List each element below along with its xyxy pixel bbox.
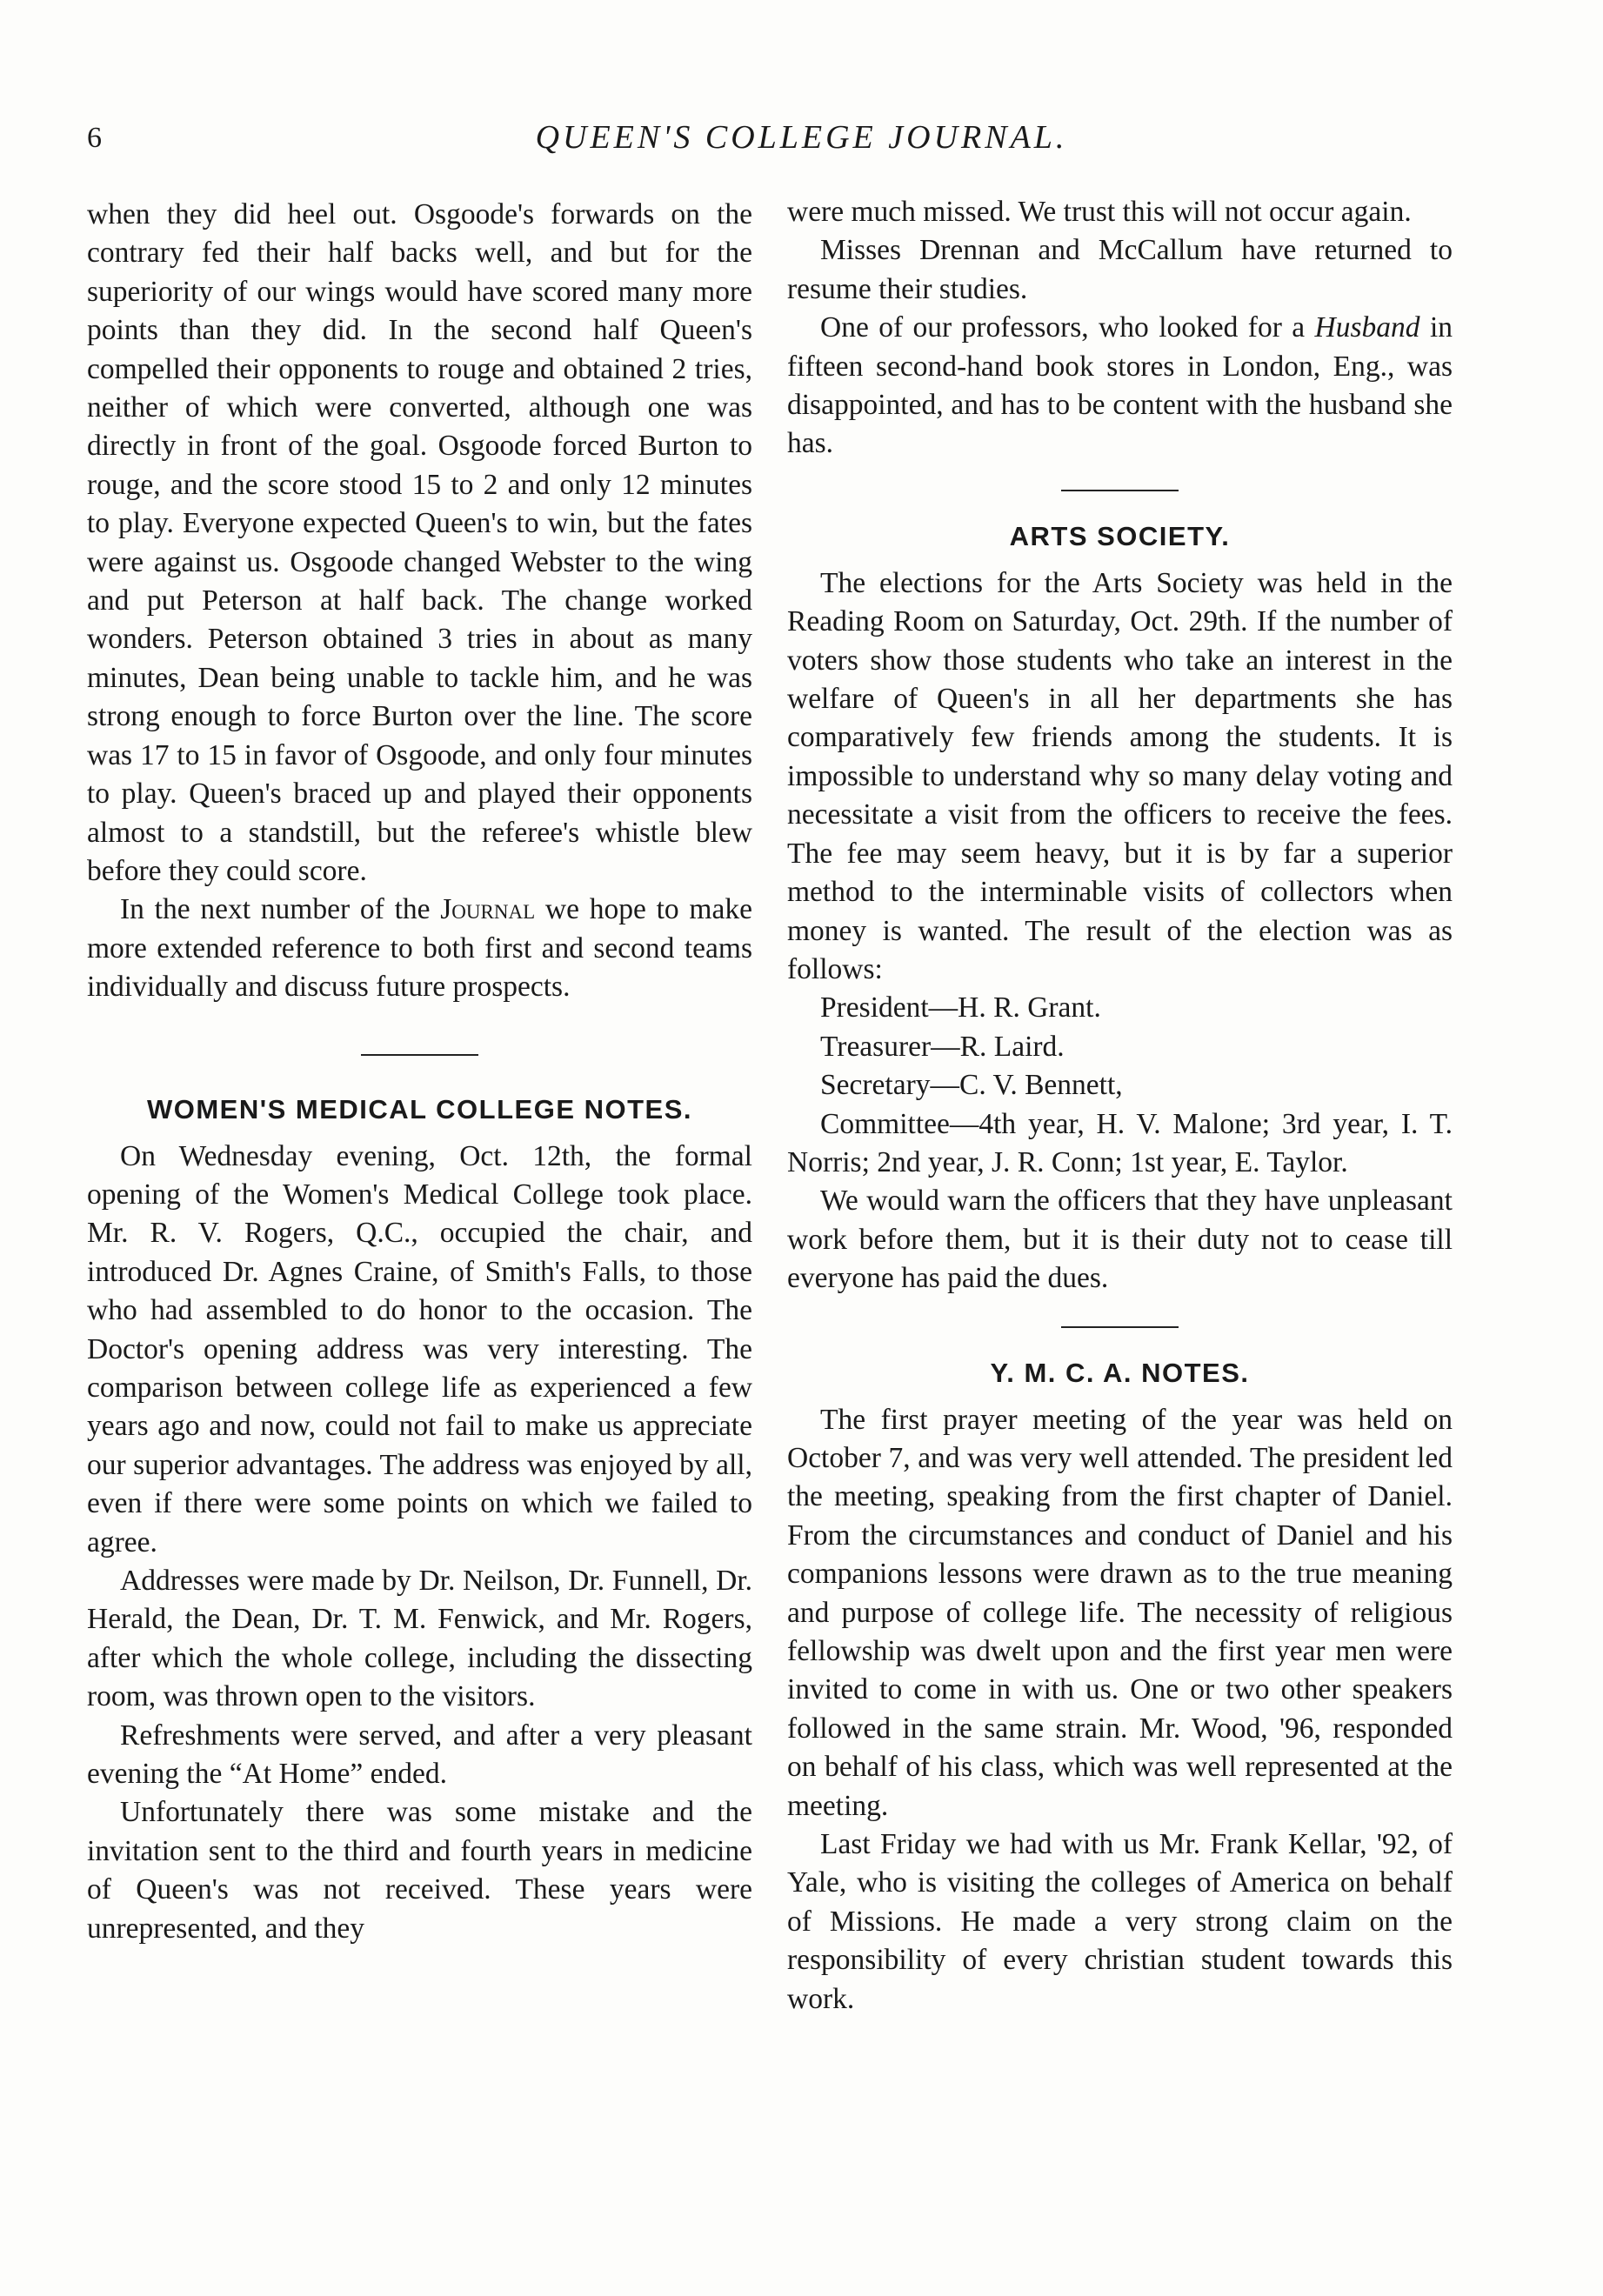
husband-title: Husband — [1314, 311, 1420, 344]
womens-paragraph-refreshments: Refreshments were served, and after a very pleasant evening the “At Home” ended. — [87, 1719, 752, 1791]
ymca-heading: Y. M. C. A. NOTES. — [990, 1357, 1250, 1388]
football-report-continuation: when they did heel out. Osgoode's forwards on the contrary fed their half backs well, and but for the superiority of our wings would have scored many more points than they did. In the second half Queen's compelled their opponents to rouge and obtained 2 tries, neither of which were converted, although one was directly in front of the goal. Osgoode forced Burton to rouge, and the score stood 15 to 2 and only 12 minutes to play. Everyone expected Queen's to win, but the fates were against us. Osgoode changed Webster to the wing and put Peterson at half back. The change worked wonders. Peterson obtained 3 tries in about as many minutes, Dean being unable to tackle him, and he was strong enough to force Burton over the line. The score was 17 to 15 in favor of Osgoode, and only four minutes to play. Queen's braced up and played their opponents almost to a standstill, but the referee's whistle blew before they could score. — [87, 198, 752, 887]
misses-paragraph: Misses Drennan and McCallum have returned to resume their studies. — [787, 234, 1453, 305]
arts-paragraph-warning: We would warn the officers that they have unpleasant work before them, but it is their duty not to cease till everyone has paid the dues. — [787, 1185, 1453, 1295]
section-divider — [1061, 490, 1179, 491]
professor-paragraph: One of our professors, who looked for a Husband in fifteen second-hand book stores in London, Eng., was disappointed, and has to be content with the husband she has. — [787, 311, 1453, 460]
officer-treasurer: Treasurer—R. Laird. — [820, 1030, 1065, 1063]
arts-paragraph-elections: The elections for the Arts Society was held in the Reading Room on Saturday, Oct. 29th. If the number of voters show those students who take an interest in the welfare of Queen's in all her departments she has comparatively few friends among the students. It is impossible to understand why so many delay voting and necessitate a visit from the officers to receive the fees. The fee may seem heavy, but it is by far a superior method to the interminable visits of collectors when money is wanted. The result of the election was as follows: — [787, 566, 1453, 985]
officer-president: President—H. R. Grant. — [820, 991, 1101, 1025]
section-divider — [1061, 1326, 1179, 1328]
womens-medical-heading: WOMEN'S MEDICAL COLLEGE NOTES. — [146, 1093, 693, 1125]
womens-notes-continuation: were much missed. We trust this will not occur again. — [787, 196, 1412, 228]
womens-paragraph-invitation: Unfortunately there was some mistake and the invitation sent to the third and fourth years in medicine of Queen's was not received. These years were unrepresented, and they — [87, 1796, 752, 1945]
left-column — [87, 196, 752, 1948]
womens-paragraph-addresses: Addresses were made by Dr. Neilson, Dr. Funnell, Dr. Herald, the Dean, Dr. T. M. Fenwick, and Mr. Rogers, after which the whole college, including the dissecting room, was thrown open to the visitors. — [87, 1565, 752, 1713]
ymca-paragraph-prayer-meeting: The first prayer meeting of the year was held on October 7, and was very well attended. The president led the meeting, speaking from the first chapter of Daniel. From the circumstances and conduct of Daniel and his companions lessons were drawn as to the true meaning and purpose of college life. The necessity of religious fellowship was dwelt upon and the first year men were invited to come in with us. One or two other speakers followed in the same strain. Mr. Wood, '96, responded on behalf of his class, which was well represented at the meeting. — [787, 1403, 1453, 1822]
section-divider — [361, 1054, 478, 1056]
ymca-paragraph-kellar: Last Friday we had with us Mr. Frank Kellar, '92, of Yale, who is visiting the colleges of America on behalf of Missions. He made a very strong claim on the responsibility of every christian student towards this work. — [787, 1828, 1453, 2015]
officer-committee: Committee—4th year, H. V. Malone; 3rd year, I. T. Norris; 2nd year, J. R. Conn; 1st year, E. Taylor. — [787, 1107, 1453, 1178]
womens-paragraph-opening: On Wednesday evening, Oct. 12th, the formal opening of the Women's Medical College took place. Mr. R. V. Rogers, Q.C., occupied the chair, and introduced Dr. Agnes Craine, of Smith's Falls, to those who had assembled to do honor to the occasion. The Doctor's opening address was very interesting. The comparison between college life as experienced a few years ago and now, could not fail to make us appreciate our superior advantages. The address was enjoyed by all, even if there were some points on which we failed to agree. — [87, 1139, 752, 1558]
running-head: QUEEN'S COLLEGE JOURNAL. — [535, 119, 1068, 156]
journal-note-paragraph: In the next number of the Journal we hope to make more extended reference to both first and second teams individually and discuss future prospects. — [87, 893, 752, 1004]
page-number: 6 — [87, 122, 102, 154]
right-column — [787, 193, 1453, 2019]
officer-secretary: Secretary—C. V. Bennett, — [820, 1069, 1123, 1102]
journal-name: Journal — [440, 893, 536, 926]
arts-society-heading: ARTS SOCIETY. — [1009, 520, 1231, 551]
